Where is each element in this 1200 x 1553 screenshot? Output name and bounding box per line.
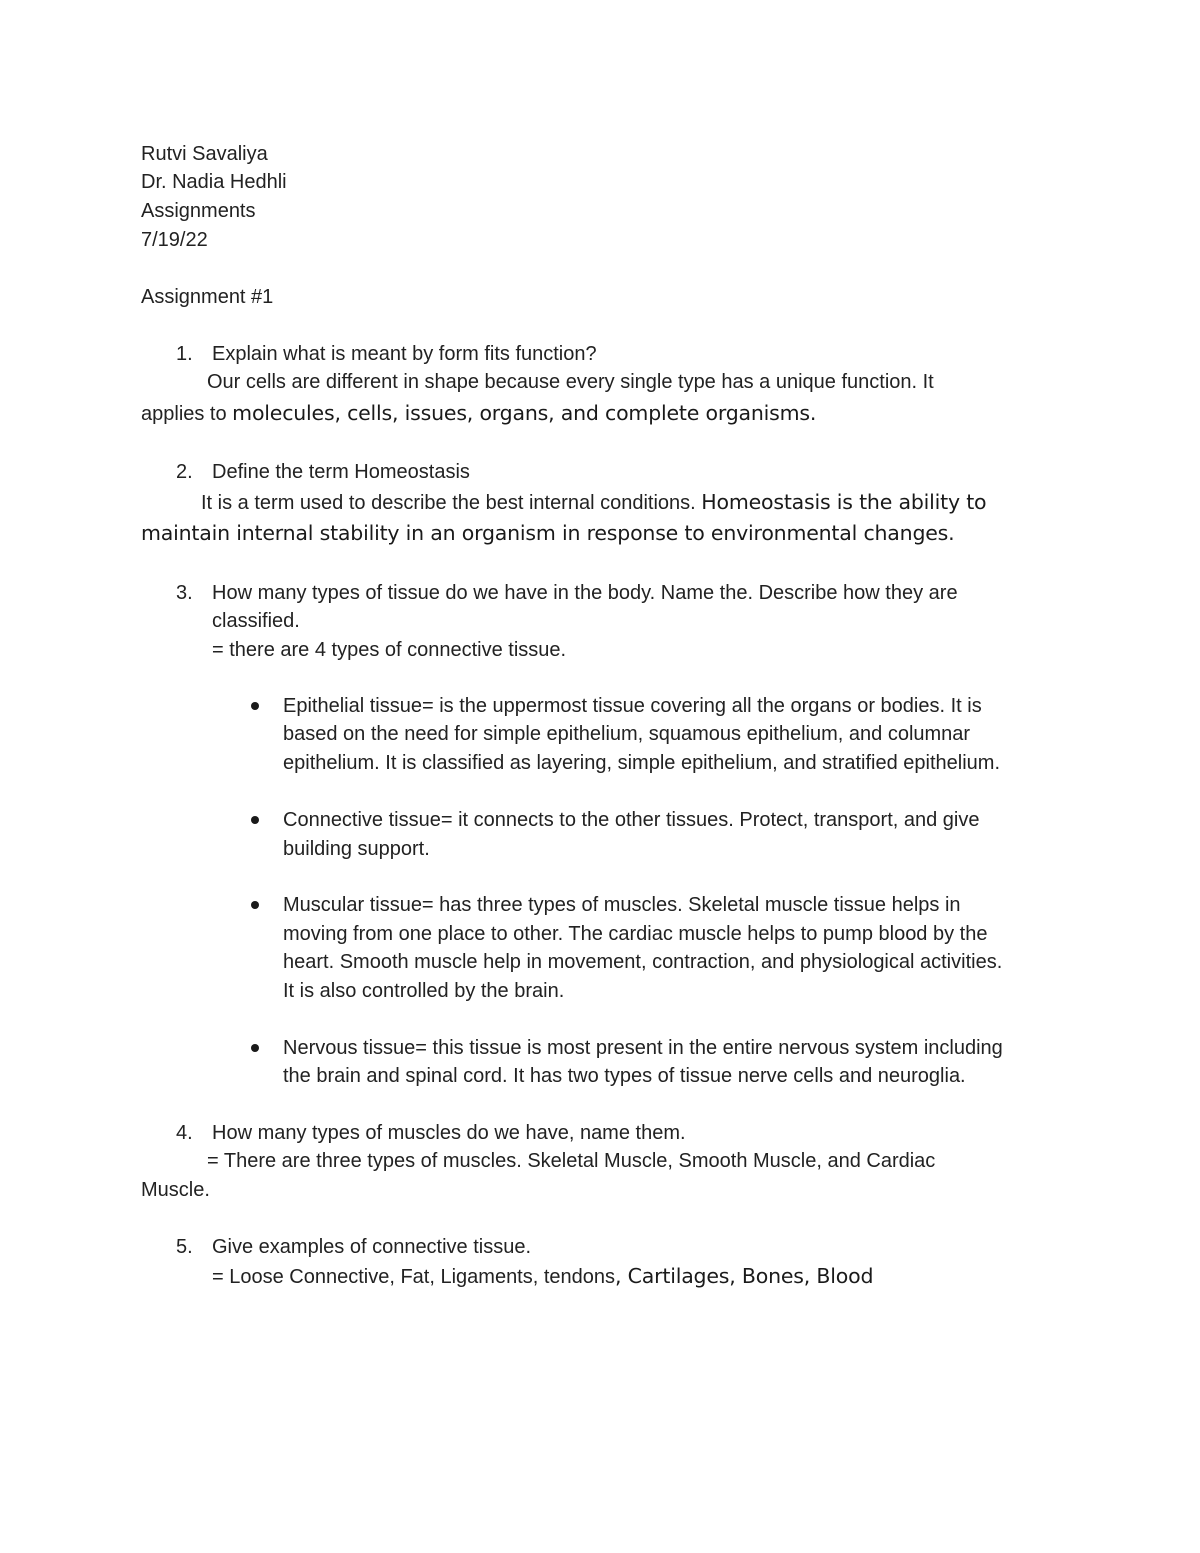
answer-text: = there are 4 types of connective tissue. bbox=[212, 639, 567, 661]
bullet-icon bbox=[251, 901, 259, 909]
bullet-text: epithelium. It is classified as layering, simple epithelium, and stratified epithelium. bbox=[283, 752, 1001, 774]
answer-text bbox=[201, 488, 986, 516]
question-number: 2. bbox=[176, 461, 193, 483]
answer-text-plain: It is a term used to describe the best internal conditions. bbox=[201, 492, 702, 514]
question-text: classified. bbox=[212, 610, 300, 632]
assignment-title: Assignment #1 bbox=[141, 286, 274, 308]
bullet-icon bbox=[251, 816, 259, 824]
bullet-text: based on the need for simple epithelium, squamous epithelium, and columnar bbox=[283, 723, 971, 745]
question-text: How many types of tissue do we have in the body. Name the. Describe how they are bbox=[212, 582, 958, 604]
question-number: 4. bbox=[176, 1122, 193, 1144]
question-number: 3. bbox=[176, 582, 193, 604]
question-number: 1. bbox=[176, 343, 193, 365]
answer-text: = There are three types of muscles. Skeletal Muscle, Smooth Muscle, and Cardiac bbox=[207, 1150, 936, 1172]
bullet-text: the brain and spinal cord. It has two types of tissue nerve cells and neuroglia. bbox=[283, 1065, 966, 1087]
question-number: 5. bbox=[176, 1236, 193, 1258]
answer-text-emphasis: Homeostasis is the ability to bbox=[701, 490, 987, 514]
bullet-text: Nervous tissue= this tissue is most present in the entire nervous system including bbox=[283, 1037, 1003, 1059]
bullet-text: Connective tissue= it connects to the other tissues. Protect, transport, and give bbox=[283, 809, 980, 831]
answer-text: Our cells are different in shape because every single type has a unique function. It bbox=[207, 371, 934, 393]
question-text: Define the term Homeostasis bbox=[212, 461, 470, 483]
question-text: Give examples of connective tissue. bbox=[212, 1236, 532, 1258]
instructor-name: Dr. Nadia Hedhli bbox=[141, 171, 287, 193]
answer-text: Muscle. bbox=[141, 1179, 210, 1201]
question-text: How many types of muscles do we have, name them. bbox=[212, 1122, 686, 1144]
answer-text-emphasis: , Cartilages, Bones, Blood bbox=[615, 1264, 874, 1288]
bullet-text: heart. Smooth muscle help in movement, contraction, and physiological activities. bbox=[283, 951, 1003, 973]
bullet-text: building support. bbox=[283, 838, 430, 860]
bullet-icon bbox=[251, 1044, 259, 1052]
bullet-text: moving from one place to other. The cardiac muscle helps to pump blood by the bbox=[283, 923, 988, 945]
answer-text bbox=[141, 399, 816, 427]
bullet-text: It is also controlled by the brain. bbox=[283, 980, 565, 1002]
bullet-icon bbox=[251, 702, 259, 710]
answer-text-emphasis: maintain internal stability in an organism in response to environmental changes. bbox=[141, 521, 955, 545]
answer-text-plain: applies to bbox=[141, 403, 233, 425]
bullet-text: Muscular tissue= has three types of muscles. Skeletal muscle tissue helps in bbox=[283, 894, 961, 916]
bullet-text: Epithelial tissue= is the uppermost tissue covering all the organs or bodies. It is bbox=[283, 695, 982, 717]
answer-text bbox=[212, 1262, 873, 1290]
question-text: Explain what is meant by form fits function? bbox=[212, 343, 597, 365]
author-name: Rutvi Savaliya bbox=[141, 143, 268, 165]
answer-text-emphasis: molecules, cells, issues, organs, and complete organisms. bbox=[232, 401, 817, 425]
date-label: 7/19/22 bbox=[141, 229, 208, 251]
answer-text-plain: = Loose Connective, Fat, Ligaments, tendons bbox=[212, 1266, 616, 1288]
course-label: Assignments bbox=[141, 200, 256, 222]
